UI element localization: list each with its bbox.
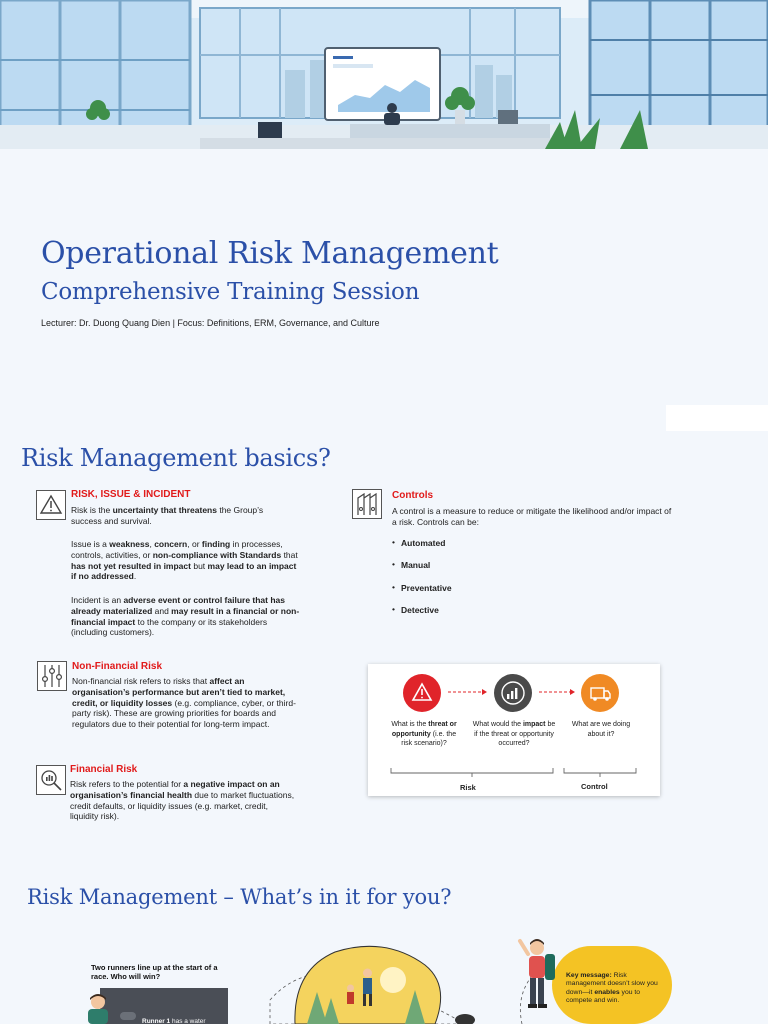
control-label: Control	[581, 782, 608, 791]
hero-office-illustration	[0, 0, 768, 149]
runners-landscape-illustration	[265, 940, 485, 1024]
runners-question: Two runners line up at the start of a race. Who will win?	[91, 963, 218, 981]
threat-caption: What is the threat or opportunity (i.e. the risk scenario)?	[391, 721, 457, 747]
runner-1-caption: Runner 1 has a water	[142, 1018, 206, 1024]
risk-label: Risk	[460, 783, 476, 792]
key-message-text: Key message: Risk management doesn’t slow you down—it enables you to compete and win.	[566, 972, 658, 1005]
list-item: • Automated	[392, 538, 452, 560]
incident-definition: Incident is an adverse event or control failure that has already materialized and may result in a financial or non-financial impact to the company or its stakeholders (including customers).	[71, 595, 300, 638]
financial-title: Financial Risk	[70, 764, 138, 775]
section-heading-basics: Risk Management basics?	[21, 444, 331, 472]
risk-control-flow-card	[368, 664, 660, 796]
hiker-figure	[512, 936, 568, 1024]
risk-definition: Risk is the uncertainty that threatens the Group’s success and survival.	[71, 505, 264, 526]
issue-definition: Issue is a weakness, concern, or finding in processes, controls, activities, or non-compliance with Standards that has not yet resulted in impact but may lead to an impact if no addressed.	[71, 539, 298, 582]
financial-definition: Risk refers to the potential for a negative impact on an organisation’s financial health due to market fluctuations, credit defaults, or liquidity issues (e.g. market, credit, liquidity risk).	[70, 779, 295, 822]
page-title: Operational Risk Management	[41, 236, 499, 271]
impact-caption: What would the impact be if the threat or opportunity occurred?	[472, 721, 556, 747]
warning-icon	[36, 490, 66, 520]
list-item: • Preventative	[392, 583, 452, 605]
sliders-icon	[37, 661, 67, 691]
lecturer-line: Lecturer: Dr. Duong Quang Dien | Focus: Definitions, ERM, Governance, and Culture	[41, 318, 380, 328]
runner-1-figure	[78, 994, 140, 1024]
controls-icon	[352, 489, 382, 519]
controls-list	[392, 538, 452, 628]
controls-title: Controls	[392, 490, 434, 501]
financial-chart-icon	[36, 765, 66, 795]
list-item: • Manual	[392, 560, 452, 582]
non-financial-title: Non-Financial Risk	[72, 661, 163, 672]
section-heading-wiify: Risk Management – What’s in it for you?	[27, 885, 452, 909]
controls-definition: A control is a measure to reduce or mitigate the likelihood and/or impact of a risk. Controls can be:	[392, 506, 672, 527]
list-item: • Detective	[392, 605, 452, 627]
risk-issue-incident-title: RISK, ISSUE & INCIDENT	[71, 489, 191, 500]
control-caption: What are we doing about it?	[571, 721, 631, 738]
blank-panel	[666, 405, 768, 431]
non-financial-definition: Non-financial risk refers to risks that affect an organisation’s performance but aren’t tied to market, credit, or liquidity losses (e.g. compliance, cyber, or third-party risk). These are growing priorities for boards and regulators due to their potential for long-term impact.	[72, 676, 296, 730]
page-subtitle: Comprehensive Training Session	[41, 279, 420, 305]
